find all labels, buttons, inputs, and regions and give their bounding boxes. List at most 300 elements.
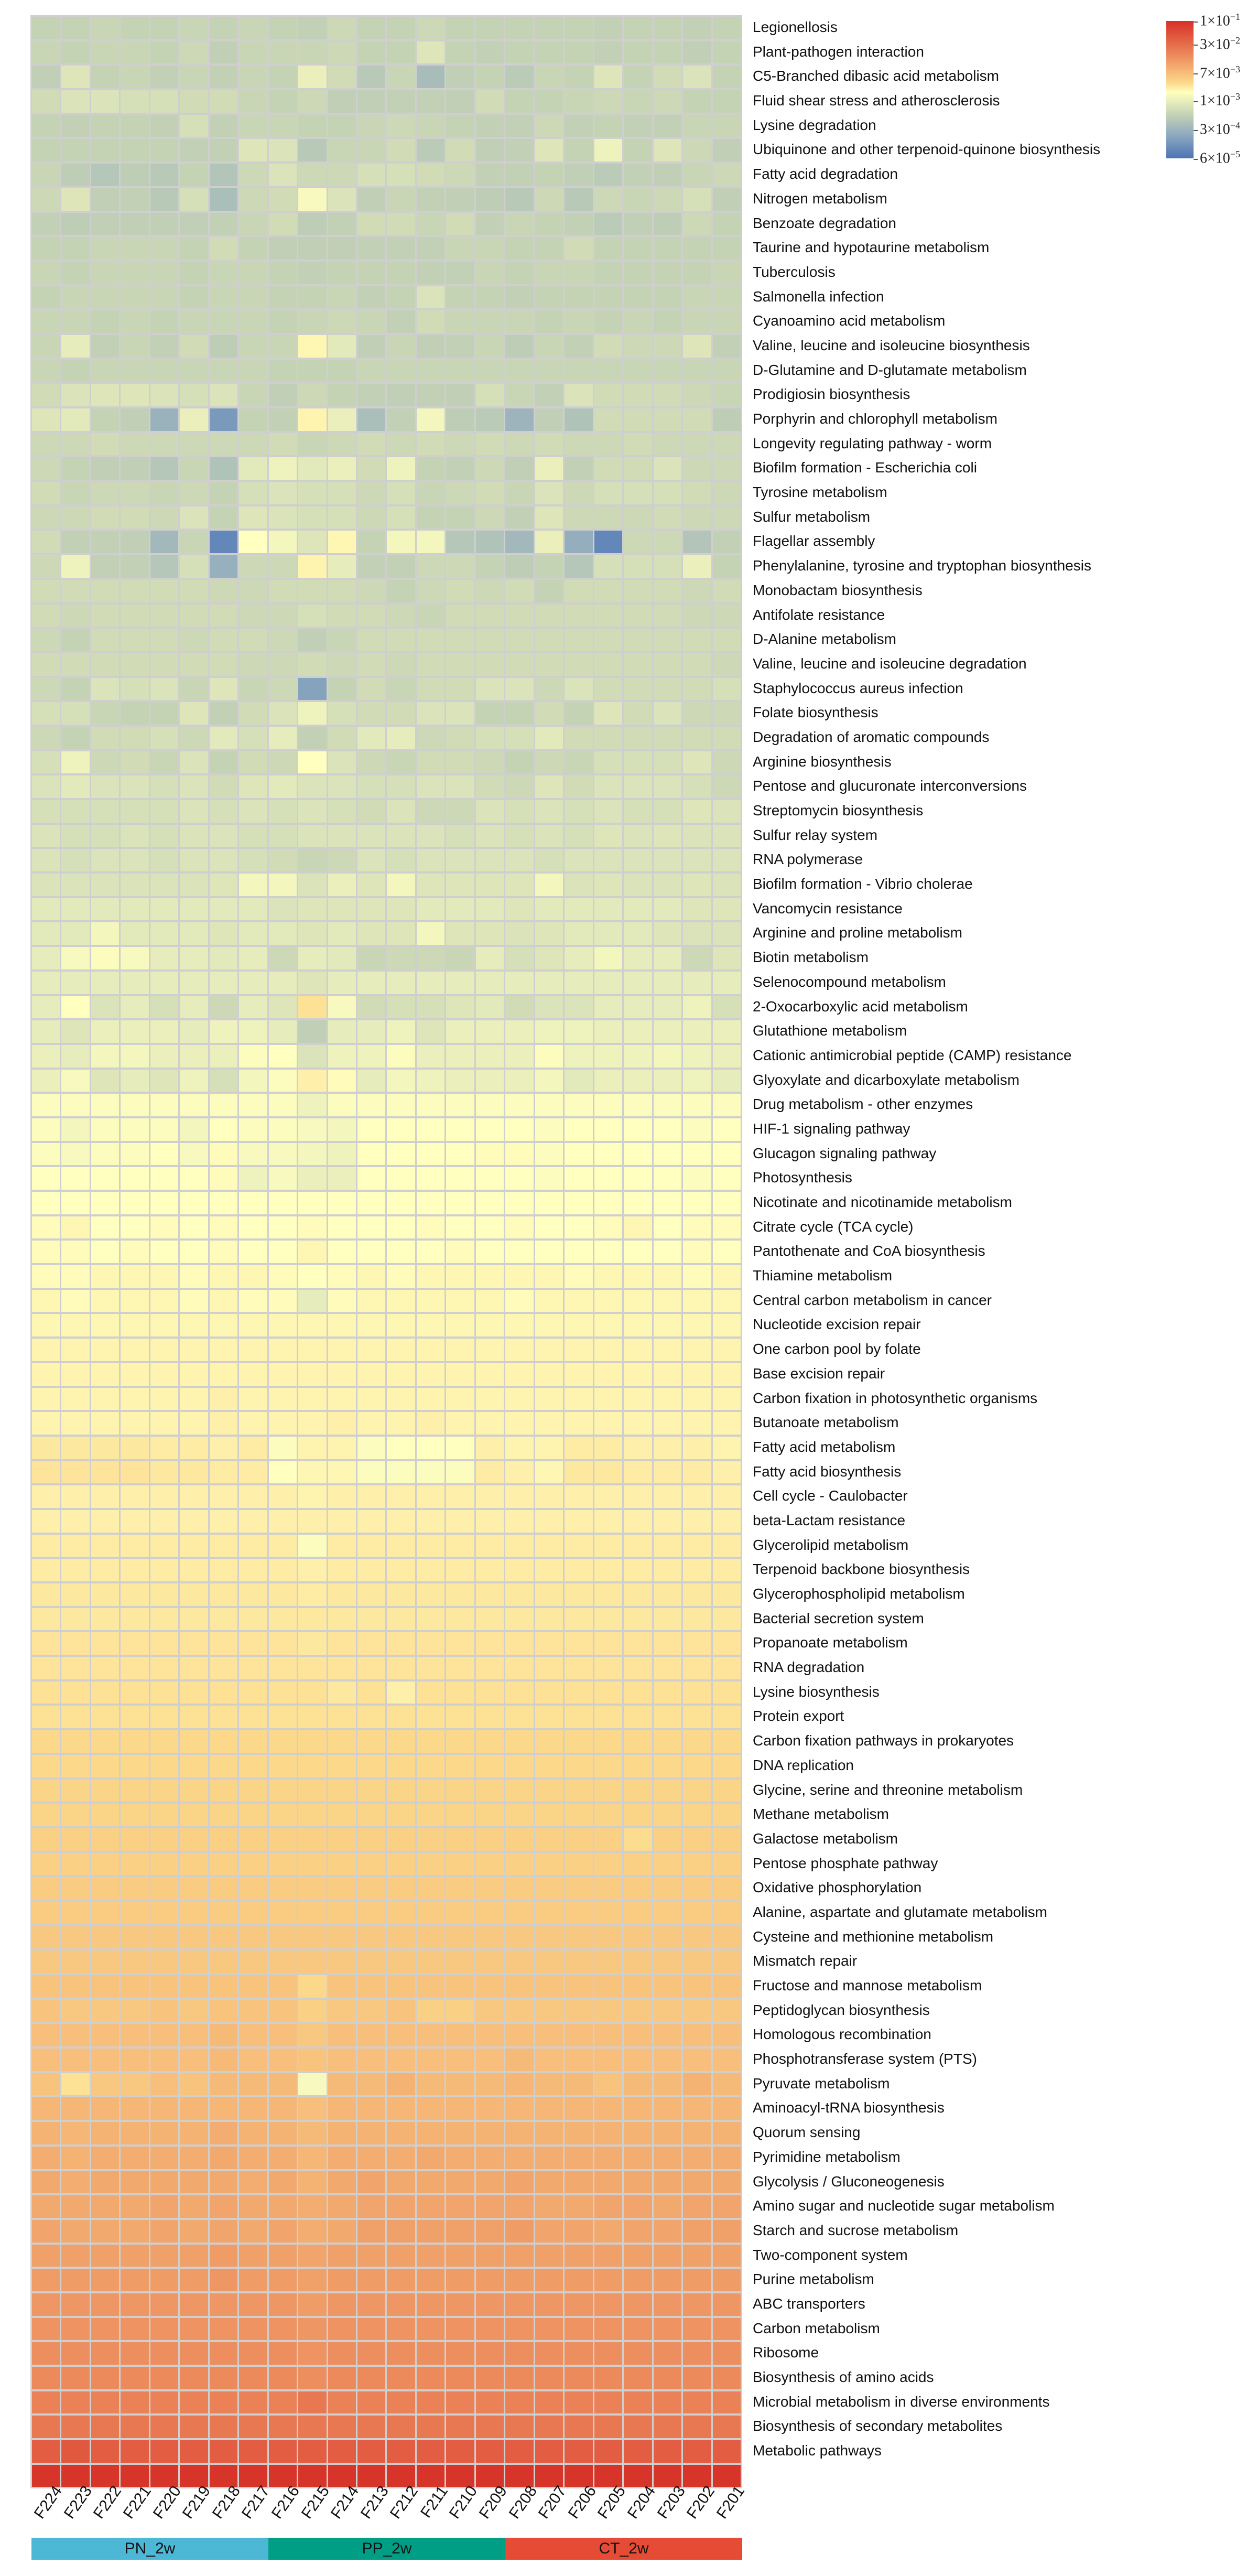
heatmap-cell xyxy=(298,1412,326,1435)
heatmap-cell xyxy=(269,1388,297,1410)
heatmap-cell xyxy=(210,678,237,700)
heatmap-cell xyxy=(505,1608,533,1631)
heatmap-cell xyxy=(328,1828,356,1851)
heatmap-cell xyxy=(357,1510,385,1533)
heatmap-cell xyxy=(91,115,119,137)
heatmap-cell xyxy=(180,1755,208,1777)
heatmap-cell xyxy=(683,1192,711,1214)
heatmap-cell xyxy=(417,2171,444,2194)
heatmap-cell xyxy=(594,2342,622,2365)
heatmap-cell xyxy=(328,751,356,774)
heatmap-cell xyxy=(121,1485,148,1508)
heatmap-cell xyxy=(239,1804,267,1826)
heatmap-cell xyxy=(91,262,119,284)
heatmap-cell xyxy=(505,1412,533,1435)
heatmap-cell xyxy=(683,1657,711,1679)
heatmap-cell xyxy=(654,727,681,749)
heatmap-cell xyxy=(357,1339,385,1361)
heatmap-cell xyxy=(624,996,652,1019)
heatmap-cell xyxy=(298,482,326,504)
heatmap-cell xyxy=(357,1118,385,1141)
heatmap-cell xyxy=(91,2147,119,2169)
heatmap-cell xyxy=(505,1828,533,1851)
heatmap-cell xyxy=(180,1510,208,1533)
heatmap-cell xyxy=(269,1143,297,1166)
heatmap-cell xyxy=(505,188,533,211)
heatmap-cell xyxy=(328,1877,356,1900)
heatmap-cell xyxy=(210,1632,237,1655)
heatmap-cell xyxy=(594,1461,622,1484)
heatmap-cell xyxy=(61,506,89,529)
heatmap-cell xyxy=(357,1241,385,1263)
heatmap-cell xyxy=(32,1412,60,1435)
heatmap-cell xyxy=(446,2220,474,2243)
heatmap-cell xyxy=(535,1216,563,1239)
heatmap-cell xyxy=(61,2097,89,2120)
heatmap-cell xyxy=(505,849,533,871)
heatmap-cell xyxy=(417,972,444,994)
group-ct-2w: CT_2w xyxy=(505,2538,742,2560)
heatmap-cell xyxy=(446,849,474,871)
heatmap-cell xyxy=(713,1780,741,1802)
heatmap-cell xyxy=(210,2293,237,2316)
heatmap-cell xyxy=(565,874,592,896)
heatmap-cell xyxy=(269,1559,297,1581)
heatmap-cell xyxy=(121,2024,148,2046)
heatmap-cell xyxy=(357,1485,385,1508)
heatmap-cell xyxy=(61,1535,89,1557)
heatmap-cell xyxy=(417,580,444,602)
heatmap-cell xyxy=(210,1265,237,1288)
heatmap-cell xyxy=(594,1975,622,1998)
column-label: F215 xyxy=(298,2483,333,2522)
row-label: Arginine biosynthesis xyxy=(753,753,892,770)
heatmap-cell xyxy=(239,237,267,260)
row-label: Biosynthesis of secondary metabolites xyxy=(753,2418,1003,2434)
heatmap-cell xyxy=(239,2024,267,2046)
heatmap-cell xyxy=(565,1682,592,1704)
heatmap-cell xyxy=(210,115,237,137)
heatmap-cell xyxy=(594,678,622,700)
heatmap-cell xyxy=(210,286,237,309)
heatmap-cell xyxy=(61,433,89,456)
heatmap-cell xyxy=(210,727,237,749)
heatmap-cell xyxy=(713,1070,741,1092)
heatmap-cell xyxy=(535,164,563,186)
row-labels xyxy=(753,15,1100,2463)
heatmap-cell xyxy=(121,1241,148,1263)
heatmap-cell xyxy=(594,1118,622,1141)
heatmap-cell xyxy=(91,384,119,406)
heatmap-cell xyxy=(476,2293,504,2316)
heatmap-cell xyxy=(624,1094,652,1116)
row-label: Ubiquinone and other terpenoid-quinone biosynthesis xyxy=(753,141,1101,158)
heatmap-cell xyxy=(121,775,148,798)
heatmap-cell xyxy=(446,1583,474,1606)
heatmap-cell xyxy=(535,1485,563,1508)
heatmap-cell xyxy=(654,310,681,333)
heatmap-cell xyxy=(210,1094,237,1116)
heatmap-cell xyxy=(654,408,681,431)
heatmap-cell xyxy=(61,1216,89,1239)
heatmap-cell xyxy=(624,898,652,921)
heatmap-cell xyxy=(624,1877,652,1900)
heatmap-cell xyxy=(683,1290,711,1312)
heatmap-cell xyxy=(239,1608,267,1631)
heatmap-cell xyxy=(32,1339,60,1361)
heatmap-cell xyxy=(32,1290,60,1312)
heatmap-cell xyxy=(91,66,119,88)
heatmap-cell xyxy=(61,1608,89,1631)
heatmap-cell xyxy=(61,2318,89,2341)
heatmap-cell xyxy=(239,2097,267,2120)
heatmap-cell xyxy=(150,1755,178,1777)
heatmap-cell xyxy=(654,1020,681,1043)
heatmap-cell xyxy=(269,605,297,627)
heatmap-cell xyxy=(417,1559,444,1581)
heatmap-cell xyxy=(535,2293,563,2316)
heatmap-cell xyxy=(476,164,504,186)
heatmap-cell xyxy=(239,1118,267,1141)
heatmap-cell xyxy=(654,2049,681,2071)
heatmap-cell xyxy=(269,1657,297,1679)
heatmap-cell xyxy=(387,2391,415,2414)
heatmap-cell xyxy=(505,2220,533,2243)
heatmap-cell xyxy=(417,2416,444,2438)
heatmap-cell xyxy=(654,629,681,651)
heatmap-cell xyxy=(594,90,622,113)
heatmap-cell xyxy=(446,1926,474,1949)
heatmap-cell xyxy=(565,653,592,676)
heatmap-cell xyxy=(32,2000,60,2022)
heatmap-cell xyxy=(535,2147,563,2169)
heatmap-cell xyxy=(269,1853,297,1876)
heatmap-cell xyxy=(565,2171,592,2194)
heatmap-cell xyxy=(357,1290,385,1312)
heatmap-cell xyxy=(61,531,89,553)
heatmap-cell xyxy=(387,213,415,235)
column-label: F216 xyxy=(268,2483,303,2522)
heatmap-cell xyxy=(654,286,681,309)
heatmap-cell xyxy=(505,286,533,309)
heatmap-cell xyxy=(357,1388,385,1410)
heatmap-cell xyxy=(594,286,622,309)
heatmap-cell xyxy=(180,384,208,406)
row-label: Selenocompound metabolism xyxy=(753,973,946,990)
heatmap-cell xyxy=(594,922,622,945)
heatmap-cell xyxy=(683,629,711,651)
heatmap-cell xyxy=(417,1975,444,1998)
heatmap-cell xyxy=(624,384,652,406)
heatmap-cell xyxy=(180,727,208,749)
heatmap-cell xyxy=(387,1853,415,1876)
heatmap-cell xyxy=(150,188,178,211)
heatmap-cell xyxy=(446,1143,474,1166)
heatmap-cell xyxy=(654,139,681,161)
heatmap-cell xyxy=(91,775,119,798)
heatmap-cell xyxy=(239,1828,267,1851)
heatmap-cell xyxy=(387,1118,415,1141)
heatmap-cell xyxy=(298,2195,326,2218)
heatmap-cell xyxy=(387,972,415,994)
heatmap-cell xyxy=(654,90,681,113)
heatmap-cell xyxy=(535,1706,563,1728)
heatmap-cell xyxy=(239,1265,267,1288)
heatmap-cell xyxy=(150,1388,178,1410)
heatmap-cell xyxy=(476,800,504,823)
heatmap-cell xyxy=(150,751,178,774)
heatmap-cell xyxy=(505,800,533,823)
heatmap-cell xyxy=(180,1412,208,1435)
heatmap-cell xyxy=(535,115,563,137)
heatmap-cell xyxy=(387,531,415,553)
heatmap-cell xyxy=(387,947,415,969)
heatmap-cell xyxy=(121,849,148,871)
heatmap-cell xyxy=(713,1485,741,1508)
heatmap-cell xyxy=(713,90,741,113)
heatmap-cell xyxy=(61,1804,89,1826)
heatmap-cell xyxy=(417,90,444,113)
heatmap-cell xyxy=(210,360,237,382)
row-label: Valine, leucine and isoleucine degradation xyxy=(753,655,1027,672)
heatmap-cell xyxy=(565,1143,592,1166)
heatmap-cell xyxy=(91,629,119,651)
heatmap-cell xyxy=(239,1877,267,1900)
heatmap-cell xyxy=(446,1412,474,1435)
heatmap-cell xyxy=(328,115,356,137)
heatmap-cell xyxy=(91,2195,119,2218)
heatmap-cell xyxy=(476,1877,504,1900)
heatmap-cell xyxy=(180,164,208,186)
heatmap-cell xyxy=(713,66,741,88)
heatmap-cell xyxy=(298,1804,326,1826)
heatmap-cell xyxy=(298,2245,326,2267)
heatmap-cell xyxy=(387,605,415,627)
heatmap-cell xyxy=(476,310,504,333)
heatmap-cell xyxy=(417,1706,444,1728)
heatmap-cell xyxy=(32,1461,60,1484)
heatmap-cell xyxy=(594,66,622,88)
heatmap-cell xyxy=(387,727,415,749)
heatmap-cell xyxy=(32,947,60,969)
heatmap-cell xyxy=(269,457,297,480)
heatmap-cell xyxy=(61,237,89,260)
heatmap-cell xyxy=(505,1070,533,1092)
heatmap-cell xyxy=(446,310,474,333)
heatmap-cell xyxy=(61,1877,89,1900)
heatmap-cell xyxy=(121,1020,148,1043)
heatmap-cell xyxy=(298,1877,326,1900)
heatmap-cell xyxy=(298,1094,326,1116)
heatmap-cell xyxy=(476,727,504,749)
heatmap-cell xyxy=(505,678,533,700)
heatmap-cell xyxy=(357,408,385,431)
heatmap-cell xyxy=(210,922,237,945)
heatmap-cell xyxy=(61,1706,89,1728)
heatmap-cell xyxy=(150,1780,178,1802)
heatmap-cell xyxy=(594,605,622,627)
heatmap-cell xyxy=(683,115,711,137)
heatmap-cell xyxy=(683,580,711,602)
heatmap-cell xyxy=(387,1804,415,1826)
heatmap-cell xyxy=(713,2122,741,2144)
row-label: D-Glutamine and D-glutamate metabolism xyxy=(753,361,1027,378)
heatmap-cell xyxy=(180,433,208,456)
heatmap-cell xyxy=(239,1559,267,1581)
heatmap-cell xyxy=(357,310,385,333)
heatmap-cell xyxy=(624,800,652,823)
heatmap-cell xyxy=(61,164,89,186)
heatmap-cell xyxy=(180,1363,208,1386)
heatmap-cell xyxy=(298,1510,326,1533)
heatmap-cell xyxy=(654,1167,681,1190)
heatmap-cell xyxy=(683,1020,711,1043)
heatmap-cell xyxy=(594,2147,622,2169)
heatmap-cell xyxy=(446,1070,474,1092)
heatmap-cell xyxy=(239,1143,267,1166)
heatmap-cell xyxy=(121,653,148,676)
heatmap-cell xyxy=(446,506,474,529)
heatmap-cell xyxy=(150,972,178,994)
heatmap-cell xyxy=(180,213,208,235)
heatmap-cell xyxy=(269,531,297,553)
heatmap-cell xyxy=(239,775,267,798)
column-label: F219 xyxy=(179,2483,214,2522)
heatmap-cell xyxy=(328,775,356,798)
heatmap-cell xyxy=(476,1706,504,1728)
heatmap-cell xyxy=(180,2269,208,2291)
heatmap-cell xyxy=(210,702,237,725)
heatmap-cell xyxy=(180,2440,208,2463)
heatmap-cell xyxy=(91,1559,119,1581)
heatmap-cell xyxy=(654,1070,681,1092)
heatmap-cell xyxy=(387,1950,415,1973)
heatmap-cell xyxy=(150,922,178,945)
heatmap-cell xyxy=(624,2416,652,2438)
heatmap-cell xyxy=(328,2024,356,2046)
heatmap-cell xyxy=(594,1485,622,1508)
heatmap-cell xyxy=(239,286,267,309)
heatmap-cell xyxy=(535,2245,563,2267)
heatmap-cell xyxy=(624,310,652,333)
heatmap-cell xyxy=(535,408,563,431)
heatmap-cell xyxy=(387,2073,415,2096)
heatmap-cell xyxy=(476,335,504,358)
heatmap-cell xyxy=(357,1804,385,1826)
heatmap-cell xyxy=(624,2171,652,2194)
heatmap-cell xyxy=(565,1265,592,1288)
heatmap-cell xyxy=(594,1780,622,1802)
heatmap-cell xyxy=(357,1216,385,1239)
heatmap-cell xyxy=(565,360,592,382)
heatmap-cell xyxy=(654,825,681,847)
heatmap-cell xyxy=(32,2245,60,2267)
heatmap-cell xyxy=(91,1094,119,1116)
heatmap-cell xyxy=(446,360,474,382)
heatmap-cell xyxy=(505,1583,533,1606)
heatmap-cell xyxy=(269,2269,297,2291)
heatmap-cell xyxy=(269,1632,297,1655)
heatmap-cell xyxy=(417,2147,444,2169)
heatmap-cell xyxy=(328,1216,356,1239)
heatmap-cell xyxy=(298,310,326,333)
heatmap-cell xyxy=(121,2122,148,2144)
heatmap-cell xyxy=(446,898,474,921)
heatmap-cell xyxy=(535,1926,563,1949)
heatmap-cell xyxy=(624,1388,652,1410)
heatmap-cell xyxy=(683,482,711,504)
heatmap-cell xyxy=(535,2171,563,2194)
heatmap-cell xyxy=(328,2195,356,2218)
heatmap-cell xyxy=(357,1975,385,1998)
heatmap-cell xyxy=(91,702,119,725)
column-label: F224 xyxy=(31,2483,66,2522)
heatmap-cell xyxy=(713,2416,741,2438)
heatmap-cell xyxy=(446,751,474,774)
heatmap-cell xyxy=(713,360,741,382)
heatmap-cell xyxy=(683,1045,711,1068)
heatmap-cell xyxy=(32,825,60,847)
heatmap-cell xyxy=(417,1877,444,1900)
heatmap-cell xyxy=(121,1755,148,1777)
heatmap-cell xyxy=(594,2073,622,2096)
heatmap-cell xyxy=(446,384,474,406)
heatmap-cell xyxy=(387,678,415,700)
row-label: Glyoxylate and dicarboxylate metabolism xyxy=(753,1071,1020,1088)
heatmap-cell xyxy=(594,1363,622,1386)
heatmap-cell xyxy=(654,1094,681,1116)
heatmap-cell xyxy=(357,825,385,847)
heatmap-cell xyxy=(713,1583,741,1606)
heatmap-cell xyxy=(269,1290,297,1312)
heatmap-cell xyxy=(121,1167,148,1190)
heatmap-cell xyxy=(269,213,297,235)
heatmap-cell xyxy=(594,1853,622,1876)
heatmap-cell xyxy=(387,1828,415,1851)
heatmap-cell xyxy=(357,1755,385,1777)
heatmap-cell xyxy=(269,1339,297,1361)
heatmap-cell xyxy=(713,1804,741,1826)
heatmap-cell xyxy=(298,384,326,406)
heatmap-cell xyxy=(713,286,741,309)
heatmap-cell xyxy=(32,1975,60,1998)
heatmap-cell xyxy=(239,1902,267,1924)
heatmap-cell xyxy=(594,1877,622,1900)
heatmap-cell xyxy=(624,1608,652,1631)
heatmap-cell xyxy=(624,727,652,749)
heatmap-cell xyxy=(505,1657,533,1679)
heatmap-cell xyxy=(683,1804,711,1826)
heatmap-cell xyxy=(565,751,592,774)
heatmap-cell xyxy=(565,1828,592,1851)
heatmap-cell xyxy=(683,1339,711,1361)
heatmap-cell xyxy=(180,531,208,553)
heatmap-cell xyxy=(121,408,148,431)
heatmap-cell xyxy=(387,1437,415,1459)
heatmap-cell xyxy=(683,1388,711,1410)
heatmap-cell xyxy=(61,1167,89,1190)
heatmap-cell xyxy=(91,1118,119,1141)
heatmap-cell xyxy=(150,653,178,676)
heatmap-cell xyxy=(446,2293,474,2316)
heatmap-cell xyxy=(683,972,711,994)
heatmap-cell xyxy=(417,1412,444,1435)
heatmap-cell xyxy=(180,800,208,823)
heatmap-cell xyxy=(476,1559,504,1581)
heatmap-cell xyxy=(61,653,89,676)
heatmap-cell xyxy=(535,580,563,602)
heatmap-cell xyxy=(565,531,592,553)
